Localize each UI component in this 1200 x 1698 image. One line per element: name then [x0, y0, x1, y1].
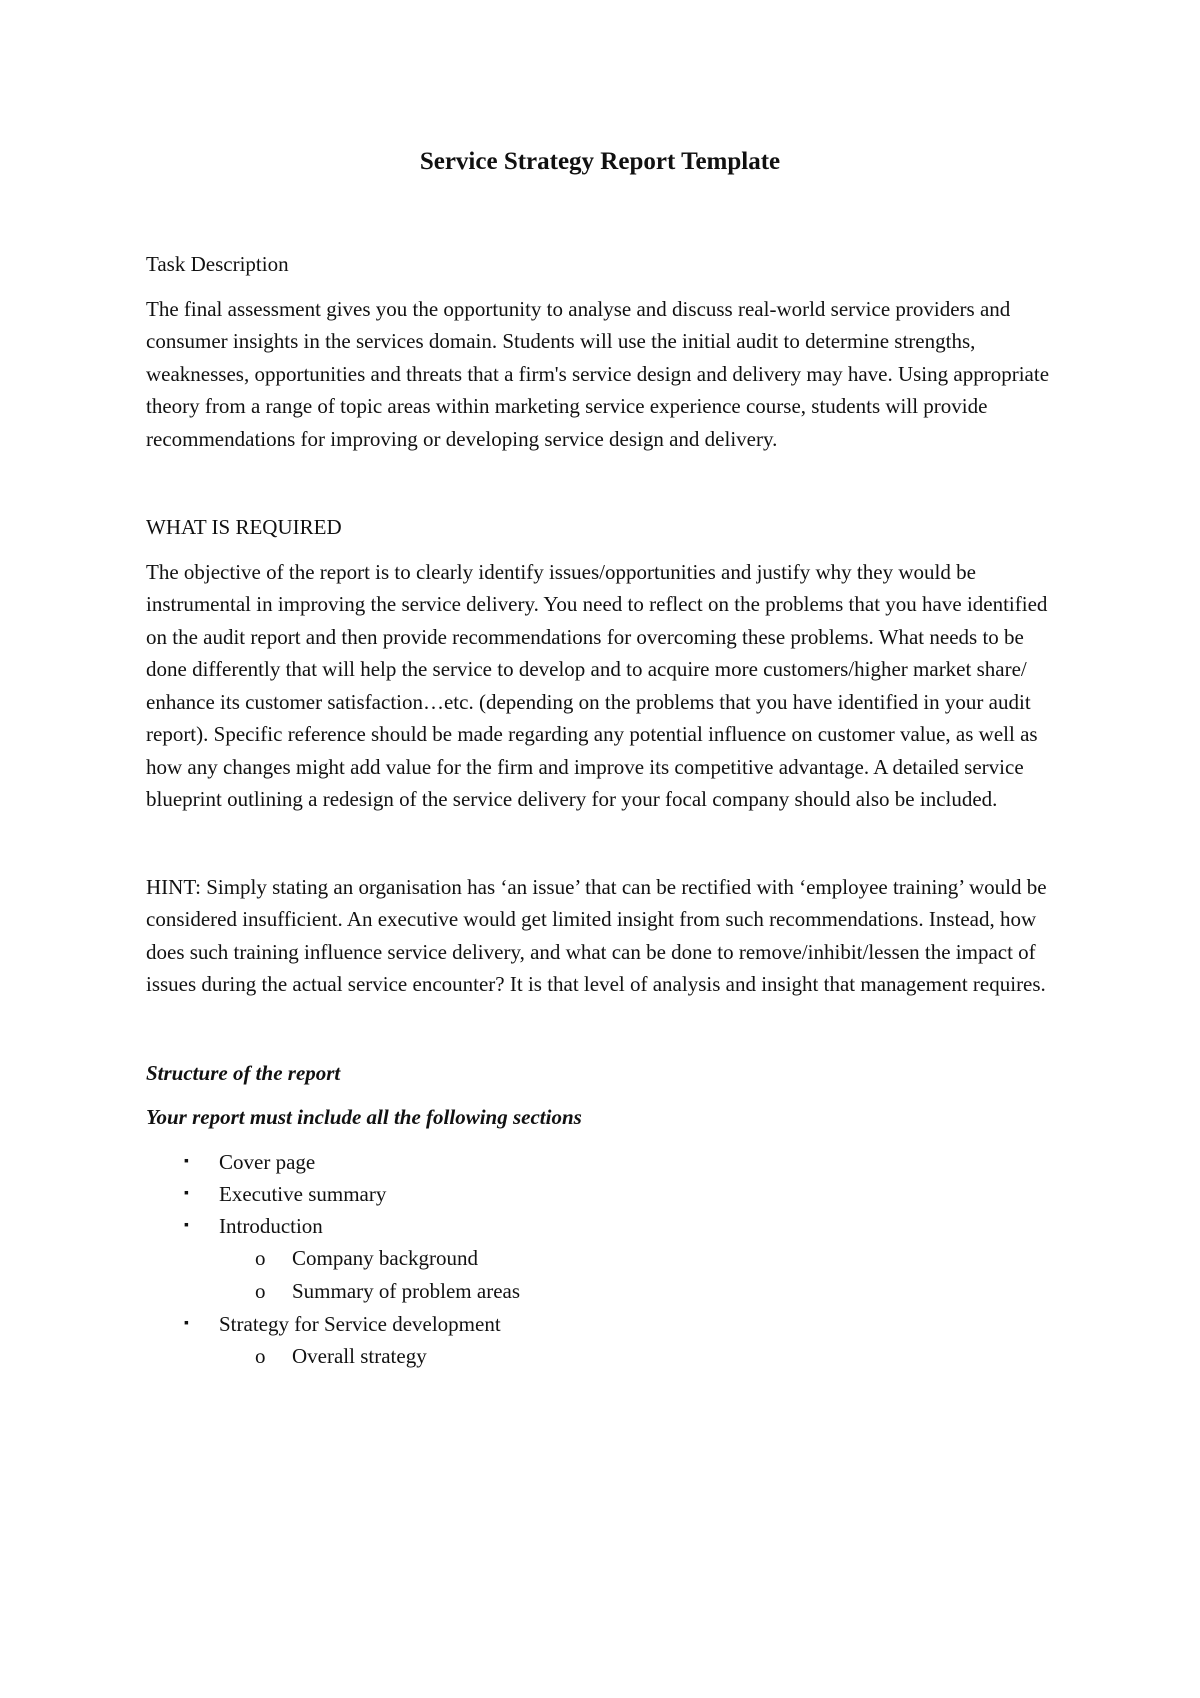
bullet-square-icon: ▪: [184, 1153, 189, 1169]
sub-section-label: Overall strategy: [292, 1343, 427, 1368]
what-is-required-paragraph: The objective of the report is to clearly identify issues/opportunities and justify why they would be instrumental in improving the service delivery. You need to reflect on the problems that you have identified on the audit report and then provide recommendations for overcoming these problems. What needs to be done differently that will help the service to develop and to acquire more customers/higher market share/ enhance its customer satisfaction…etc. (depending on the problems that you have identified in your audit report). Specific reference should be made regarding any potential influence on customer value, as well as how any changes might add value for the firm and improve its competitive advantage. A detailed service blueprint outlining a redesign of the service delivery for your focal company should also be included.: [146, 559, 1048, 811]
bullet-circle-icon: o: [255, 1343, 266, 1368]
section-label: Cover page: [219, 1149, 316, 1174]
sub-list-item: [219, 1275, 1066, 1308]
list-item: [146, 1146, 1066, 1178]
task-description-paragraph: The final assessment gives you the opportunity to analyse and discuss real-world service providers and consumer insights in the services domain. Students will use the initial audit to determine strengths, weaknesses, opportunities and threats that a firm's service design and delivery may have. Using appropriate theory from a range of topic areas within marketing service experience course, students will provide recommendations for improving or developing service design and delivery.: [146, 296, 1050, 451]
sub-list-item: [219, 1340, 1066, 1373]
bullet-square-icon: ▪: [184, 1217, 189, 1233]
sub-list: [219, 1242, 1066, 1308]
document-body: [146, 248, 1066, 1373]
hint-paragraph: HINT: Simply stating an organisation has ‘an issue’ that can be rectified with ‘employee training’ would be considered insufficient. An executive would get limited insight from such recommendations. Instead, how does such training influence service delivery, and what can be done to remove/inhibit/lessen the impact of issues during the actual service encounter? It is that level of analysis and insight that management requires.: [146, 874, 1047, 996]
sub-list: [219, 1340, 1066, 1373]
sections-list: [146, 1146, 1066, 1373]
sections-heading: Your report must include all the following sections: [146, 1105, 582, 1129]
section-label: Executive summary: [219, 1181, 387, 1206]
bullet-circle-icon: o: [255, 1245, 266, 1270]
list-item: [146, 1178, 1066, 1210]
section-label: Strategy for Service development: [219, 1311, 501, 1336]
section-label: Introduction: [219, 1213, 323, 1238]
structure-heading: Structure of the report: [146, 1060, 341, 1085]
bullet-square-icon: ▪: [184, 1185, 189, 1201]
bullet-circle-icon: o: [255, 1278, 266, 1303]
document-title: Service Strategy Report Template: [419, 148, 781, 175]
sub-list-item: [219, 1242, 1066, 1275]
list-item: [146, 1210, 1066, 1308]
sub-section-label: Summary of problem areas: [292, 1278, 521, 1303]
task-description-heading: Task Description: [146, 252, 289, 276]
sub-section-label: Company background: [292, 1245, 479, 1270]
what-is-required-heading: WHAT IS REQUIRED: [146, 515, 342, 539]
bullet-square-icon: ▪: [184, 1315, 189, 1331]
list-item: [146, 1308, 1066, 1373]
